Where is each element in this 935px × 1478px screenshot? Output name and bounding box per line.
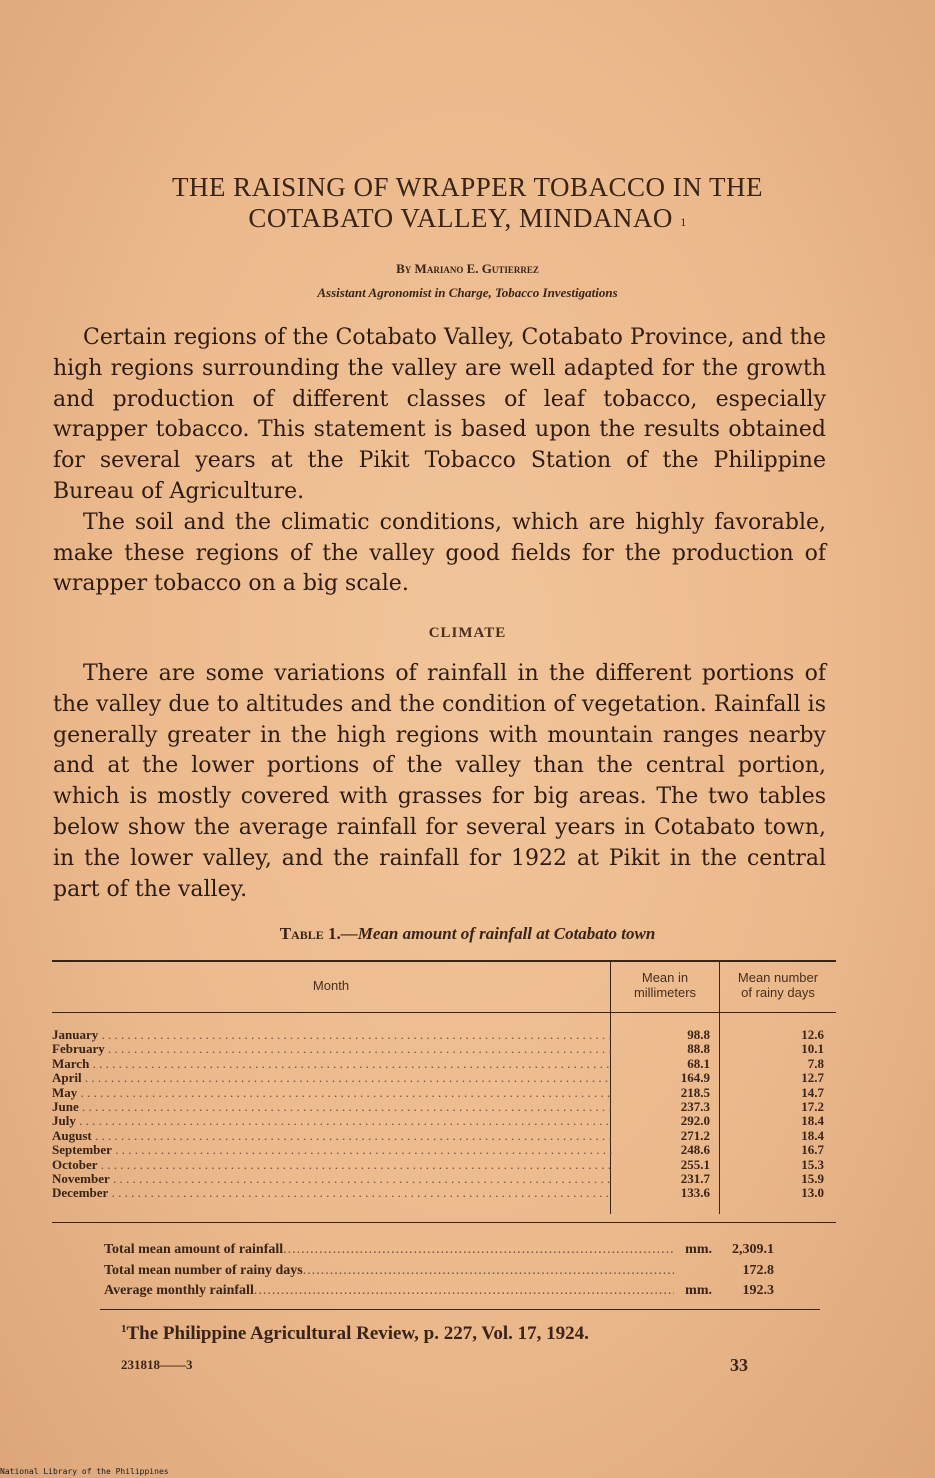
mm-cell: 164.9 [680, 1070, 710, 1086]
table-caption [60, 924, 875, 944]
days-cell: 14.7 [801, 1084, 824, 1100]
table-row [52, 1086, 832, 1100]
totals-value: 192.3 [742, 1283, 774, 1298]
month-cell: August . . . [52, 1129, 612, 1143]
section-heading-climate: CLIMATE [428, 625, 507, 641]
mm-cell: 255.1 [680, 1156, 710, 1172]
intro-paragraph-1: Certain regions of the Cotabato Valley, Cotabato Province, and the high regions surrounding the valley are well adapted for the growth and production of different classes of leaf tobacco, especially wrapper tobacco. This statement is based upon the results obtained for several years at the Pikit Tobacco Station of the Philippine Bureau of Agriculture. [53, 325, 826, 504]
climate-paragraph: There are some variations of rainfall in the different portions of the valley due to altitudes and the condition of vegetation. Rainfall is generally greater in the high regions with mountain ranges nearby and at the lower portions of the valley than the central portion, which is mostly covered with grasses for big areas. The two tables below show the average rainfall for several years in Cotabato town, in the lower valley, and the rainfall for 1922 at Pikit in the central part of the valley. [53, 661, 826, 902]
mm-cell: 133.6 [680, 1185, 710, 1201]
intro-paragraph-2: The soil and the climatic conditions, which are highly favorable, make these regions of the valley good fields for the production of wrapper tobacco on a big scale. [53, 509, 826, 597]
column-header-month: Month [312, 978, 350, 993]
print-code: 231818——3 [121, 1357, 193, 1372]
mm-cell: 68.1 [687, 1055, 710, 1071]
affiliation: Assistant Agronomist in Charge, Tobacco Investigations [317, 285, 618, 300]
totals-row [104, 1281, 794, 1302]
days-cell: 18.4 [801, 1127, 824, 1143]
days-cell: 7.8 [807, 1055, 824, 1071]
days-cell: 16.7 [801, 1142, 824, 1158]
totals-row [104, 1261, 794, 1282]
mm-cell: 271.2 [680, 1127, 710, 1143]
byline: By Mariano E. Gutierrez [396, 261, 539, 276]
table-row [52, 1158, 832, 1172]
table-row [52, 1143, 832, 1157]
days-cell: 13.0 [801, 1185, 824, 1201]
table-totals [104, 1240, 794, 1302]
totals-label: Total mean amount of rainfall ..... [104, 1240, 674, 1261]
month-cell: May . . . [52, 1086, 612, 1100]
table-row [52, 1100, 832, 1114]
title-footnote-mark: 1 [680, 215, 687, 229]
table-row [52, 1172, 832, 1186]
totals-label: Total mean number of rainy days ..... [104, 1261, 674, 1282]
table-body-rule [52, 1222, 836, 1223]
title-line-2: COTABATO VALLEY, MINDANAO $^1$ [248, 203, 687, 233]
footnote-text: The Philippine Agricultural Review, p. 227, Vol. 17, 1924. [126, 1323, 589, 1344]
mm-cell: 98.8 [687, 1027, 710, 1042]
month-cell: November . . . [52, 1172, 612, 1186]
article-title [60, 172, 875, 234]
days-cell: 12.6 [801, 1027, 824, 1042]
month-cell: February . . . [52, 1042, 612, 1056]
table-row [52, 1071, 832, 1085]
table-row [52, 1028, 832, 1042]
mm-cell: 292.0 [680, 1113, 710, 1129]
days-cell: 12.7 [801, 1070, 824, 1086]
month-cell: September . . . [52, 1143, 612, 1157]
table-row [52, 1186, 832, 1200]
footnote-mark: 1 [121, 1323, 127, 1335]
month-cell: October . . . [52, 1158, 612, 1172]
month-cell: December . . . [52, 1186, 612, 1200]
title-line-1: THE RAISING OF WRAPPER TOBACCO IN THE [171, 172, 764, 202]
mm-cell: 231.7 [680, 1170, 710, 1186]
column-header-rainy-days: Mean number of rainy days [737, 970, 819, 1000]
table-row [52, 1057, 832, 1071]
table-row [52, 1114, 832, 1128]
table-row [52, 1129, 832, 1143]
table-bottom-rule [100, 1309, 820, 1310]
mm-cell: 248.6 [680, 1142, 710, 1158]
days-cell: 17.2 [801, 1098, 824, 1114]
table-caption-name: Table 1. [279, 924, 341, 943]
table-row [52, 1042, 832, 1056]
totals-unit: mm. [685, 1242, 712, 1257]
totals-label: Average monthly rainfall ..... [104, 1281, 674, 1302]
days-cell: 15.9 [801, 1170, 824, 1186]
footnote [121, 1323, 589, 1345]
climate-text [53, 659, 826, 905]
month-cell: March . . . [52, 1057, 612, 1071]
totals-unit: mm. [685, 1283, 712, 1298]
days-cell: 10.1 [801, 1041, 824, 1057]
month-cell: April . . . [52, 1071, 612, 1085]
library-watermark: National Library of the Philippines [0, 1467, 169, 1476]
month-cell: January . . . [52, 1028, 612, 1042]
month-cell: July . . . [52, 1114, 612, 1128]
column-header-mm: Mean in millimeters [633, 970, 697, 1000]
mm-cell: 237.3 [680, 1098, 710, 1114]
month-cell: June . . . [52, 1100, 612, 1114]
mm-cell: 88.8 [687, 1041, 710, 1057]
totals-value: 2,309.1 [732, 1242, 774, 1257]
page-number: 33 [730, 1355, 748, 1375]
days-cell: 18.4 [801, 1113, 824, 1129]
mm-cell: 218.5 [680, 1084, 710, 1100]
totals-row [104, 1240, 794, 1261]
totals-value: 172.8 [742, 1262, 774, 1278]
days-cell: 15.3 [801, 1156, 824, 1172]
table-caption-description: —Mean amount of rainfall at Cotabato town [340, 924, 656, 943]
intro-text [53, 323, 826, 600]
rainfall-table-body [52, 1028, 832, 1201]
